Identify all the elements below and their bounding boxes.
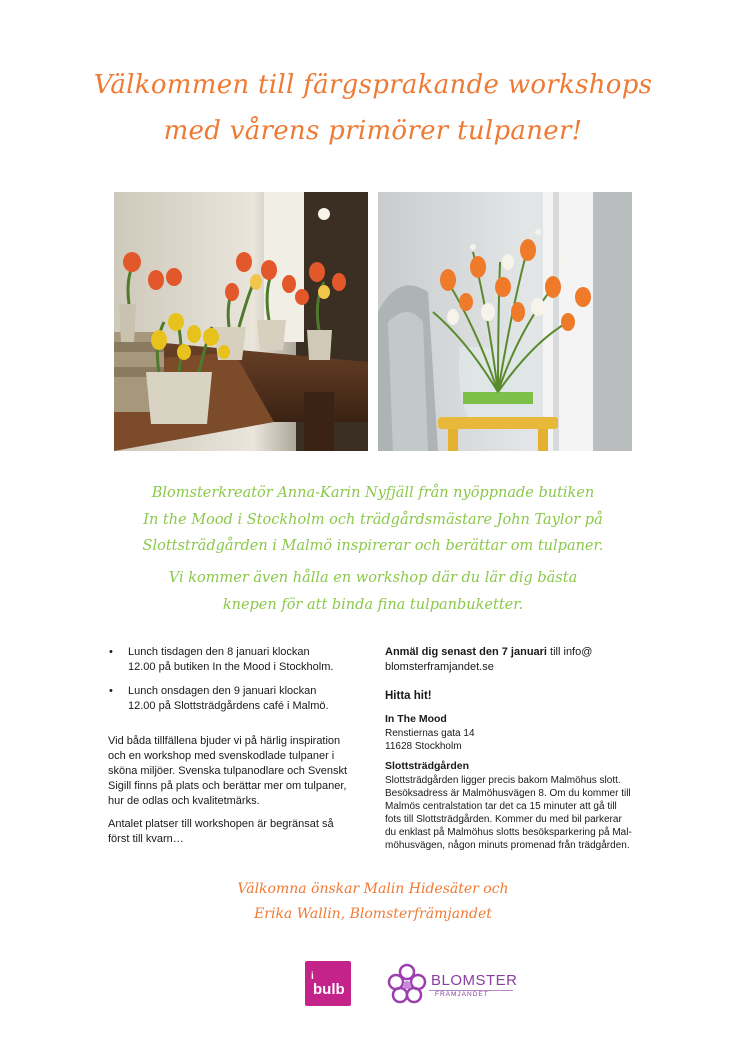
bullet-dot: • [109, 646, 113, 658]
event-bullet-malmo [108, 684, 370, 714]
closing-signature [0, 877, 746, 927]
info-line: sköna miljöer. Svenska tulpanodlare och Svenskt [108, 765, 348, 777]
bullet-2-line-1: Lunch onsdagen den 9 januari klockan [128, 685, 317, 697]
title-line-1: Välkommen till färgsprakande workshops [93, 70, 653, 100]
directions-heading: Hitta hit! [385, 690, 432, 702]
venue-2-text-line: Malmös centralstation tar det ca 15 minuter att gå till [385, 801, 617, 812]
intro-paragraph-2 [0, 565, 746, 618]
venue-2-text-line: möhusvägen, någon minuts promenad från trädgården. [385, 840, 630, 851]
signup-deadline: Anmäl dig senast den 7 januari [385, 646, 547, 658]
signup-email[interactable]: blomsterframjandet.se [385, 661, 494, 673]
venue-2-text-line: Slottsträdgården ligger precis bakom Malmöhus slott. [385, 775, 621, 786]
bullet-2-line-2: 12.00 på Slottsträdgårdens café i Malmö. [128, 700, 329, 712]
capacity-line: först till kvarn… [108, 833, 184, 845]
blomster-logo-name: BLOMSTER [431, 972, 518, 989]
event-bullet-stockholm [108, 645, 370, 675]
info-line: Vid båda tillfällena bjuder vi på härlig inspiration [108, 735, 341, 747]
info-line: och en workshop med svenskodlade tulpaner i [108, 750, 335, 762]
intro-paragraph-1 [0, 480, 746, 560]
tulips-on-table-photo [114, 192, 368, 451]
closing-line-1: Välkomna önskar Malin Hidesäter och [237, 881, 509, 897]
bullet-1-line-1: Lunch tisdagen den 8 januari klockan [128, 646, 310, 658]
ibulb-logo [305, 961, 351, 1006]
capacity-line: Antalet platser till workshopen är begränsat så [108, 818, 334, 830]
intro-1-line-2: In the Mood i Stockholm och trädgårdsmästare John Taylor på [143, 511, 603, 528]
bullet-dot: • [109, 685, 113, 697]
blomsterframjandet-logo [385, 960, 518, 1008]
info-line: Sigill finns på plats och berättar mer om tulpaner, [108, 780, 347, 792]
signup-directions-column [385, 645, 655, 852]
title-line-2: med vårens primörer tulpaner! [163, 116, 583, 146]
intro-2-line-1: Vi kommer även hålla en workshop där du lär dig bästa [168, 570, 578, 586]
intro-2-line-2: knepen för att binda fina tulpanbuketter. [222, 596, 524, 613]
event-details-column [108, 645, 370, 847]
bullet-1-line-2: 12.00 på butiken In the Mood i Stockholm. [128, 661, 334, 673]
ibulb-logo-prefix: i [311, 971, 314, 982]
info-paragraph [108, 734, 370, 809]
flower-logo-icon [385, 960, 429, 1008]
venue-in-the-mood-name: In The Mood [385, 713, 447, 725]
venue-2-text-line: fots till Slottsträdgården. Kommer du med bil parkerar [385, 814, 622, 825]
venue-2-text-line: du enklast på Malmöhus slotts besöksparkering på Mal- [385, 827, 632, 838]
signup-line [385, 645, 655, 660]
page-title [0, 62, 746, 154]
intro-1-line-3: Slottsträdgården i Malmö inspirerar och berättar om tulpaner. [142, 538, 604, 554]
signup-email-prefix[interactable]: till info@ [547, 646, 593, 658]
venue-2-text-line: Besöksadress är Malmöhusvägen 8. Om du kommer till [385, 788, 631, 799]
venue-1-address-line: 11628 Stockholm [385, 741, 462, 752]
venue-1-address-line: Renstiernas gata 14 [385, 728, 475, 739]
intro-1-line-1: Blomsterkreatör Anna-Karin Nyfjäll från nyöppnade butiken [151, 485, 595, 501]
venue-slottstradgarden-name: Slottsträdgården [385, 760, 470, 772]
blomster-logo-sub: FRÄMJANDET [435, 991, 489, 998]
closing-line-2: Erika Wallin, Blomsterfrämjandet [254, 906, 492, 922]
capacity-paragraph [108, 817, 370, 847]
tulip-bouquet-vase-photo [378, 192, 632, 451]
ibulb-logo-text: bulb [313, 981, 345, 998]
info-line: hur de odlas och kvalitetmärks. [108, 795, 260, 807]
